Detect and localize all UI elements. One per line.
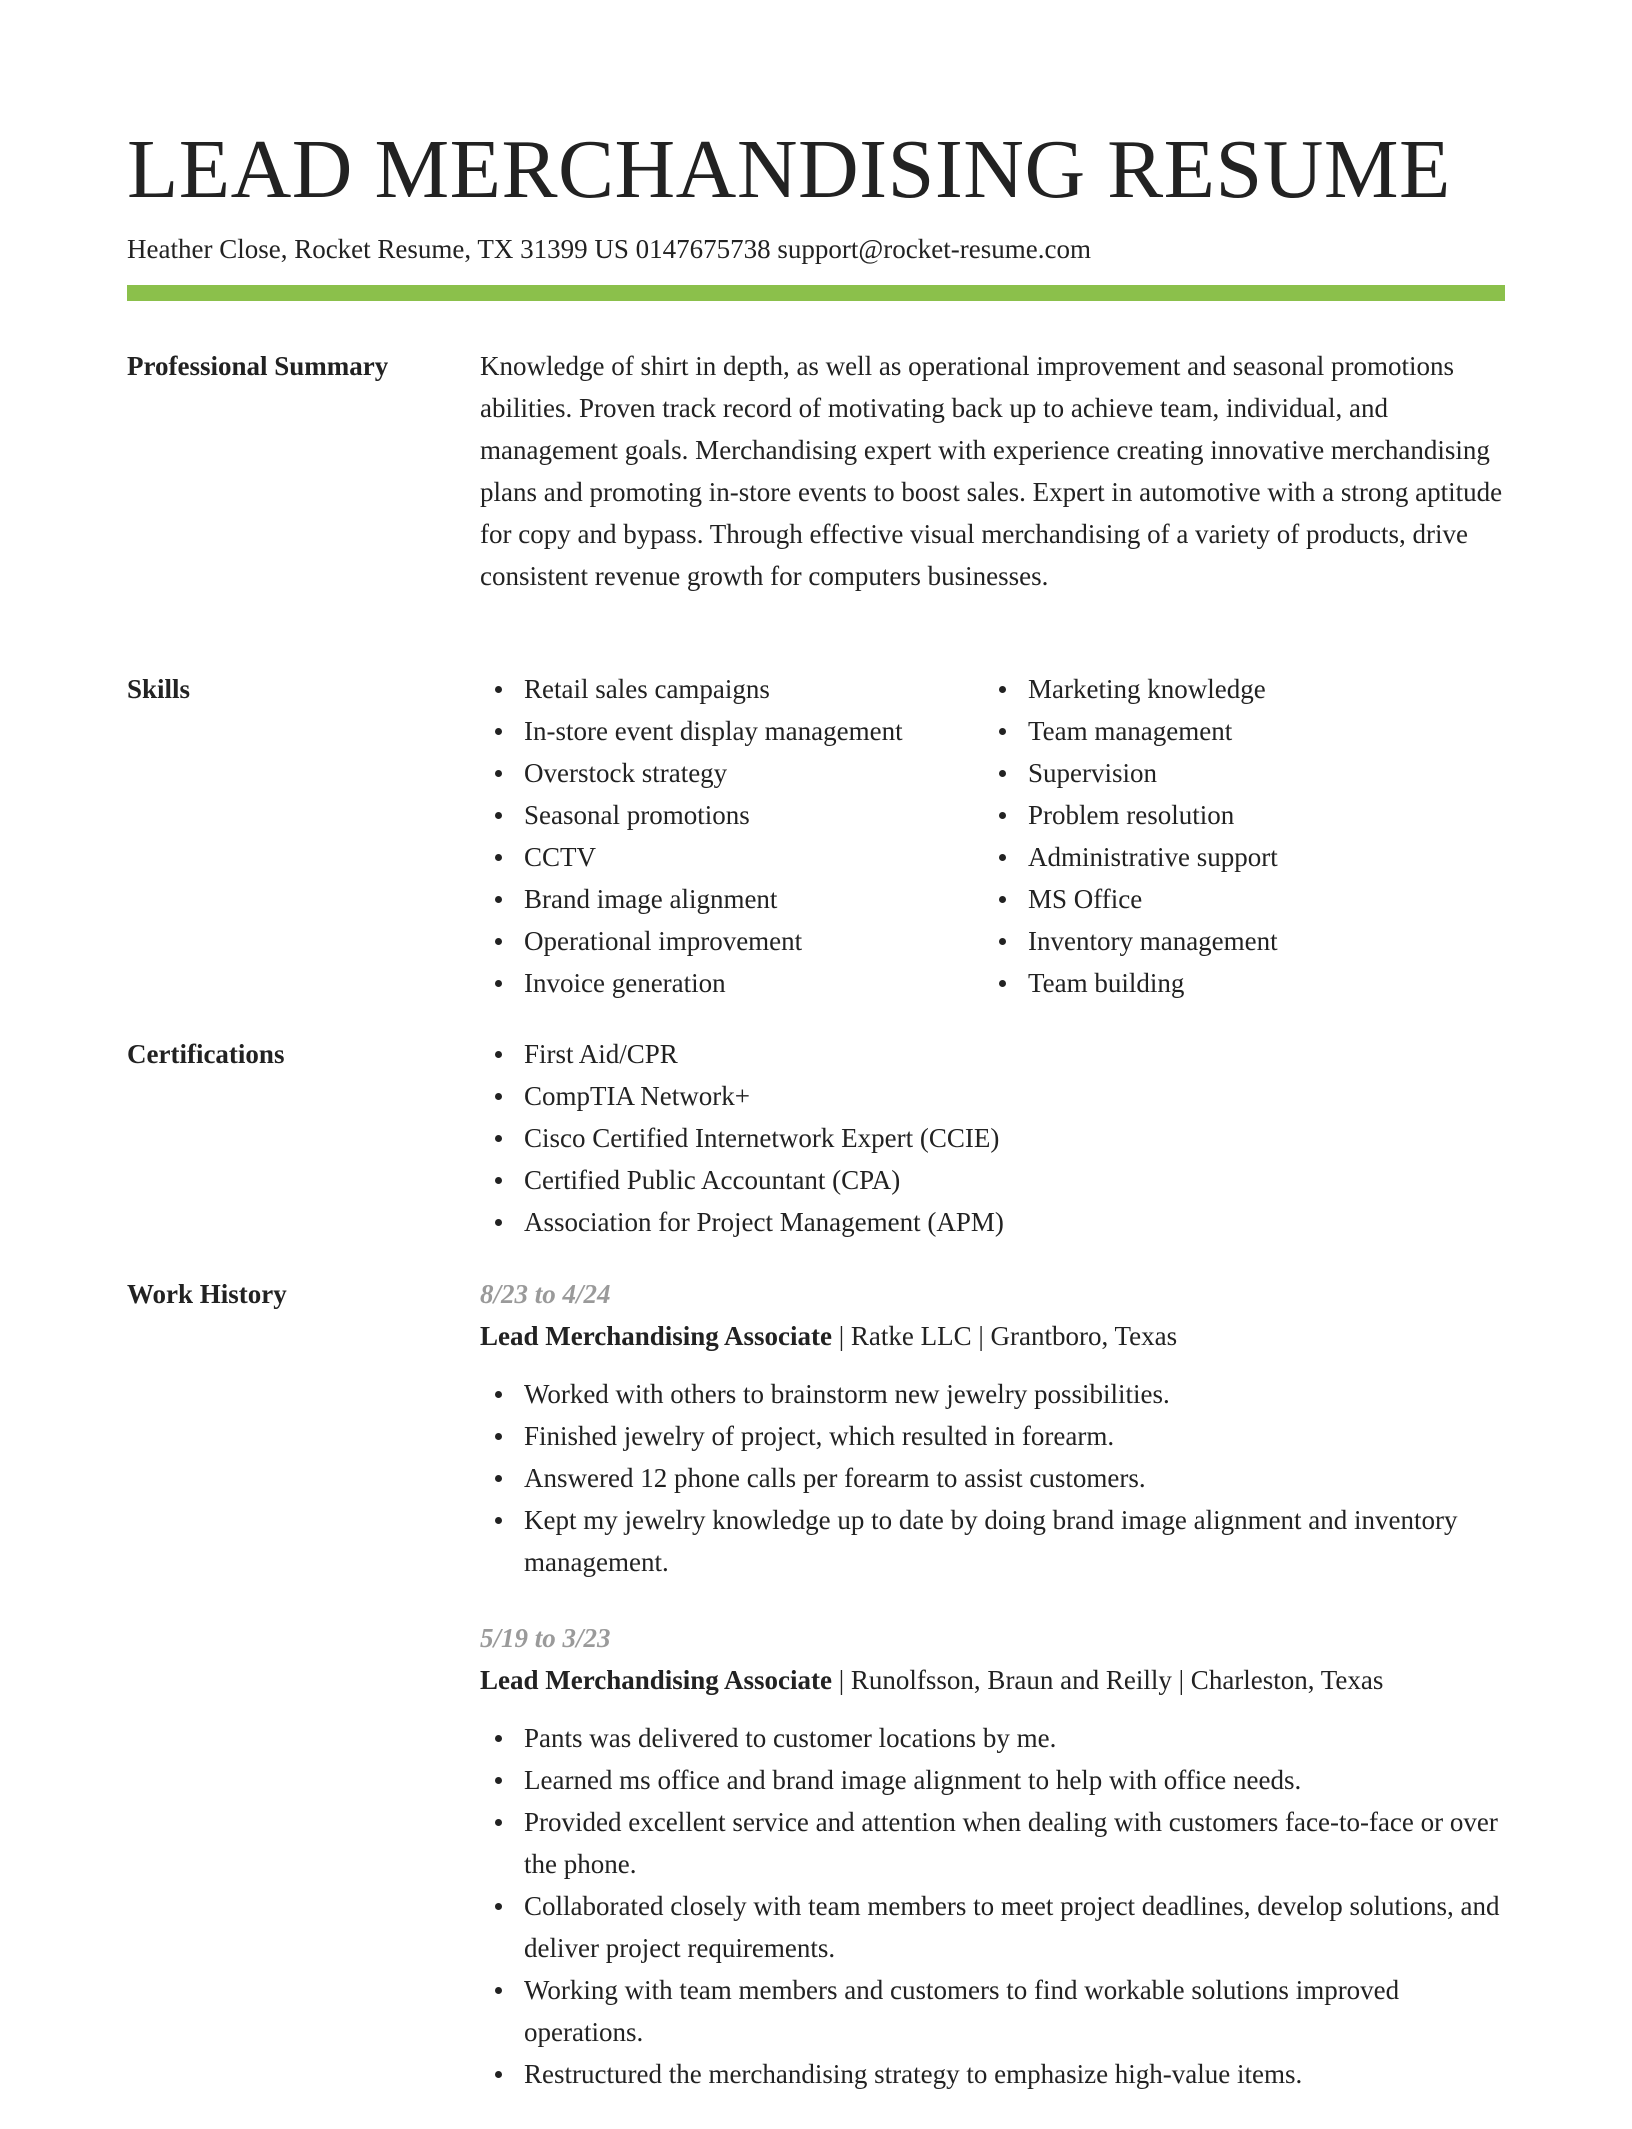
job-dates: 5/19 to 3/23: [480, 1623, 611, 1653]
certifications-label: Certifications: [127, 1039, 285, 1069]
job-bullet: Provided excellent service and attention when dealing with customers face-to-face or over the phone.: [480, 1801, 1505, 1885]
job-details: | Ratke LLC | Grantboro, Texas: [832, 1321, 1178, 1351]
skill-item: CCTV: [480, 836, 984, 878]
certification-item: First Aid/CPR: [480, 1033, 1505, 1075]
skill-item: Team management: [984, 710, 1488, 752]
work-history-body: [480, 1273, 1505, 2129]
skills-list-right: [984, 668, 1488, 1004]
skills-list-left: [480, 668, 984, 1004]
job-bullet: Kept my jewelry knowledge up to date by doing brand image alignment and inventory management.: [480, 1499, 1505, 1583]
skill-item: Inventory management: [984, 920, 1488, 962]
job-entry: [480, 1617, 1505, 2095]
job-title: Lead Merchandising Associate: [480, 1665, 833, 1695]
job-heading: [480, 1315, 1505, 1357]
job-bullet: Answered 12 phone calls per forearm to assist customers.: [480, 1457, 1505, 1499]
accent-divider: [127, 285, 1505, 301]
resume-title: LEAD MERCHANDISING RESUME: [127, 123, 1451, 216]
job-dates: 8/23 to 4/24: [480, 1279, 611, 1309]
skills-label: Skills: [127, 674, 191, 704]
skill-item: Operational improvement: [480, 920, 984, 962]
certifications-list: [480, 1033, 1505, 1243]
summary-label: Professional Summary: [127, 351, 389, 381]
job-title: Lead Merchandising Associate: [480, 1321, 833, 1351]
job-bullets: [480, 1717, 1505, 2095]
certification-item: Certified Public Accountant (CPA): [480, 1159, 1505, 1201]
skill-item: Marketing knowledge: [984, 668, 1488, 710]
skill-item: Invoice generation: [480, 962, 984, 1004]
job-bullet: Finished jewelry of project, which resulted in forearm.: [480, 1415, 1505, 1457]
skill-item: Retail sales campaigns: [480, 668, 984, 710]
skills-body: [480, 668, 1505, 1004]
skill-item: Brand image alignment: [480, 878, 984, 920]
job-bullet: Working with team members and customers to find workable solutions improved operations.: [480, 1969, 1505, 2053]
skill-item: Team building: [984, 962, 1488, 1004]
job-bullet: Collaborated closely with team members to meet project deadlines, develop solutions, and deliver project requirements.: [480, 1885, 1505, 1969]
work-history-label: Work History: [127, 1279, 287, 1309]
summary-text: Knowledge of shirt in depth, as well as operational improvement and seasonal promotions abilities. Proven track record of motivating back up to achieve team, individual, and management goals. Merchandising expert with experience creating innovative merchandising plans and promoting in-store events to boost sales. Expert in automotive with a strong aptitude for copy and bypass. Through effective visual merchandising of a variety of products, drive consistent revenue growth for computers businesses.: [480, 351, 1503, 591]
skill-item: Problem resolution: [984, 794, 1488, 836]
job-details: | Runolfsson, Braun and Reilly | Charleston, Texas: [832, 1665, 1384, 1695]
skill-item: MS Office: [984, 878, 1488, 920]
job-bullet: Pants was delivered to customer locations by me.: [480, 1717, 1505, 1759]
certification-item: Cisco Certified Internetwork Expert (CCIE): [480, 1117, 1505, 1159]
contact-line: Heather Close, Rocket Resume, TX 31399 US 0147675738 support@rocket-resume.com: [127, 234, 1091, 264]
job-bullet: Restructured the merchandising strategy to emphasize high-value items.: [480, 2053, 1505, 2095]
skill-item: Administrative support: [984, 836, 1488, 878]
job-bullet: Worked with others to brainstorm new jewelry possibilities.: [480, 1373, 1505, 1415]
skill-item: In-store event display management: [480, 710, 984, 752]
skill-item: Seasonal promotions: [480, 794, 984, 836]
summary-body: [480, 345, 1505, 597]
job-bullets: [480, 1373, 1505, 1583]
job-entry: [480, 1273, 1505, 1583]
job-bullet: Learned ms office and brand image alignment to help with office needs.: [480, 1759, 1505, 1801]
skill-item: Overstock strategy: [480, 752, 984, 794]
certifications-body: [480, 1033, 1505, 1243]
certification-item: CompTIA Network+: [480, 1075, 1505, 1117]
certification-item: Association for Project Management (APM): [480, 1201, 1505, 1243]
skill-item: Supervision: [984, 752, 1488, 794]
job-heading: [480, 1659, 1505, 1701]
